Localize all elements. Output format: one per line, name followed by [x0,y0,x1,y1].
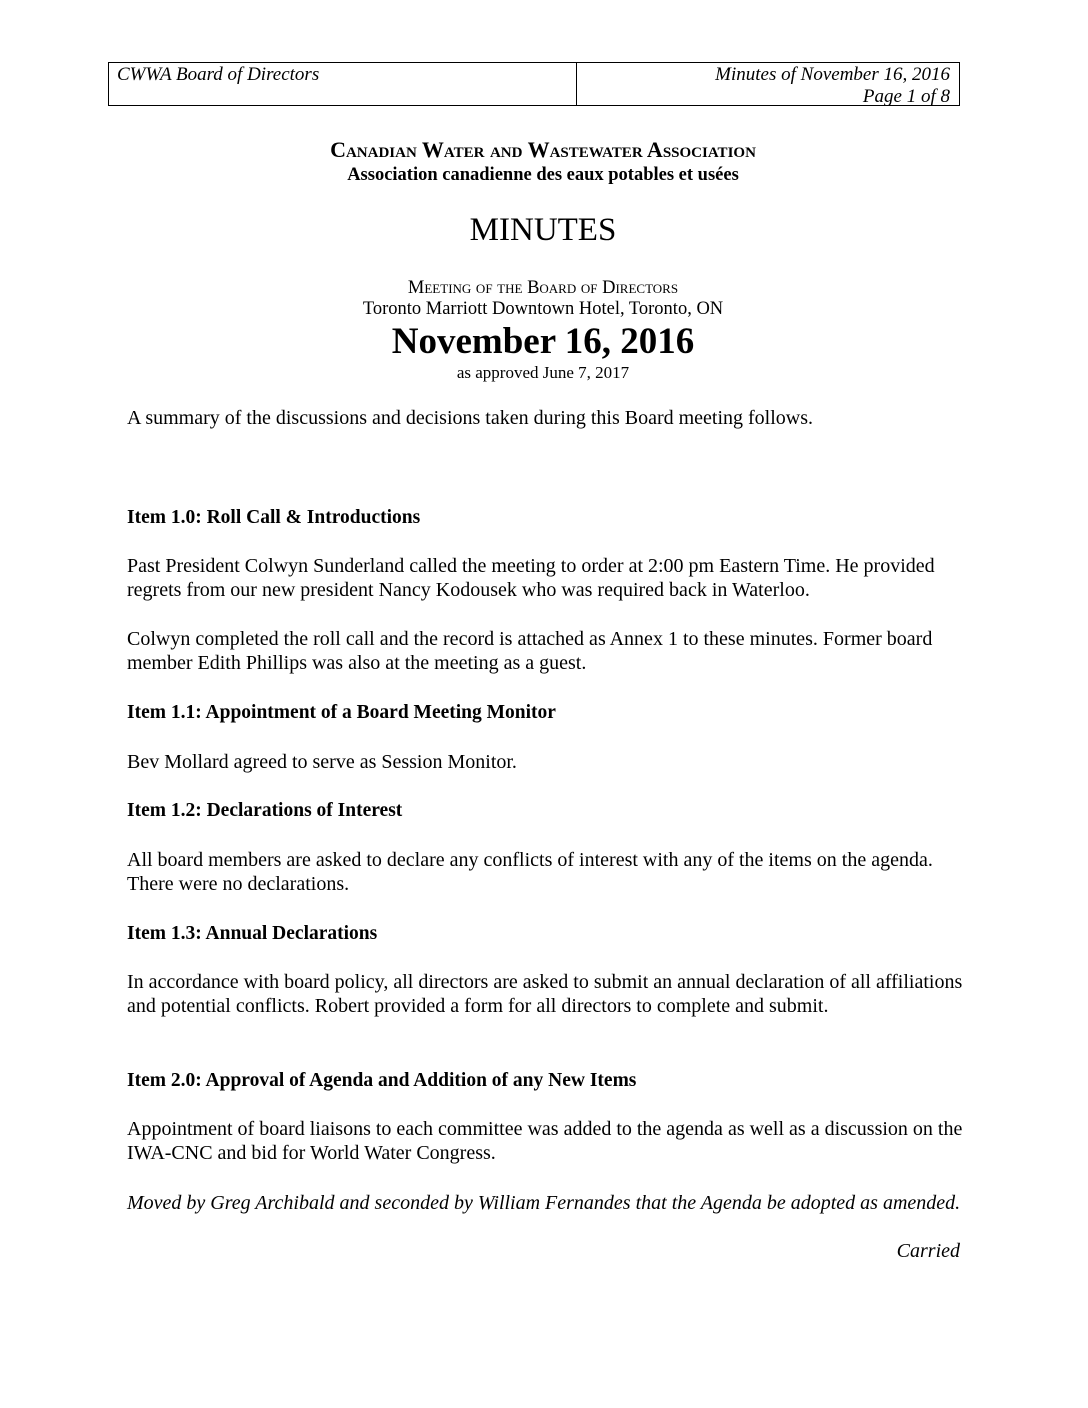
meeting-type: Meeting of the Board of Directors [407,278,679,298]
item-2-0-motion: Moved by Greg Archibald and seconded by William Fernandes that the Agenda be adopted as amended. [127,1192,961,1214]
item-1-0-paragraph-2: Colwyn completed the roll call and the record is attached as Annex 1 to these minutes. Former board member Edith Phillips was also at the meeting as a guest. [127,628,933,674]
item-1-2-heading: Item 1.2: Declarations of Interest [127,800,403,821]
item-1-1-paragraph-1: Bev Mollard agreed to serve as Session Monitor. [127,751,517,773]
page-header [108,62,960,106]
meeting-location: Toronto Marriott Downtown Hotel, Toronto, ON [362,299,724,319]
header-board-name: CWWA Board of Directors [109,63,577,105]
header-page-number: Page 1 of 8 [862,86,950,107]
item-1-2-paragraph-1: All board members are asked to declare any conflicts of interest with any of the items on the agenda. There were no declarations. [127,849,933,895]
header-minutes-info [577,63,959,105]
item-1-1-heading: Item 1.1: Appointment of a Board Meeting Monitor [127,702,556,723]
item-1-0-heading: Item 1.0: Roll Call & Introductions [127,507,421,528]
org-name-french: Association canadienne des eaux potables et usées [347,165,739,185]
item-1-0-paragraph-1: Past President Colwyn Sunderland called the meeting to order at 2:00 pm Eastern Time. He provided regrets from our new president Nancy Kodousek who was required back in Waterloo. [127,555,935,601]
item-2-0-heading: Item 2.0: Approval of Agenda and Addition of any New Items [127,1070,637,1091]
header-minutes-date: Minutes of November 16, 2016 [715,64,950,85]
meeting-date: November 16, 2016 [391,321,695,362]
approval-note: as approved June 7, 2017 [456,363,630,382]
summary-paragraph: A summary of the discussions and decisions taken during this Board meeting follows. [127,407,814,429]
item-2-0-paragraph-1: Appointment of board liaisons to each committee was added to the agenda as well as a discussion on the IWA-CNC and bid for World Water Congress. [127,1118,963,1164]
item-1-3-paragraph-1: In accordance with board policy, all directors are asked to submit an annual declaration of all affiliations and potential conflicts. Robert provided a form for all directors to complete and submit. [127,971,963,1017]
document-title: MINUTES [469,212,617,248]
motion-result: Carried [896,1240,960,1262]
org-name-english: Canadian Water and Wastewater Association [330,137,756,162]
item-1-3-heading: Item 1.3: Annual Declarations [127,923,378,944]
